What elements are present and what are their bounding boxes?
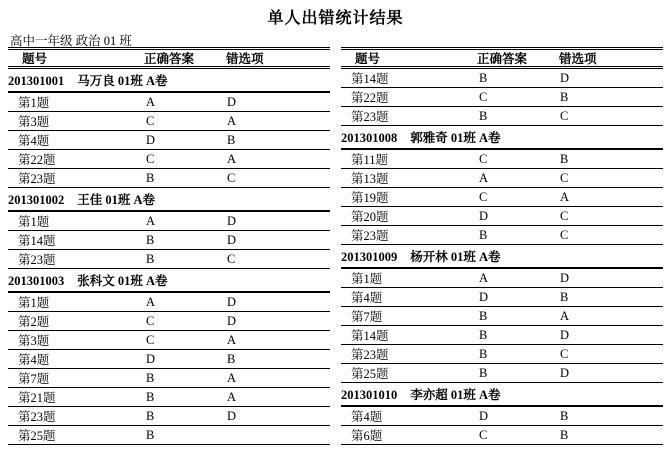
error-row	[8, 131, 330, 150]
error-row	[8, 112, 330, 131]
question-cell: 第4题	[351, 291, 383, 305]
error-row	[341, 326, 663, 345]
error-row	[341, 169, 663, 188]
question-cell: 第23题	[18, 253, 56, 267]
error-row	[341, 69, 663, 88]
error-row	[8, 250, 330, 269]
wrong-choice-cell: C	[227, 170, 236, 185]
correct-answer-cell: B	[146, 170, 155, 185]
wrong-choice-cell: D	[227, 213, 237, 228]
question-cell: 第22题	[18, 153, 56, 167]
student-section-header	[341, 245, 663, 269]
correct-answer-cell: A	[146, 94, 156, 109]
wrong-choice-cell: C	[560, 227, 569, 242]
correct-answer-cell: D	[146, 132, 156, 147]
wrong-choice-cell: A	[227, 151, 237, 166]
question-cell: 第13题	[351, 172, 389, 186]
question-cell: 第25题	[351, 367, 389, 381]
wrong-choice-cell: B	[560, 408, 569, 423]
correct-answer-cell: C	[146, 313, 155, 328]
question-cell: 第1题	[18, 96, 50, 110]
student-id: 201301002	[8, 193, 65, 207]
header-correct-answer: 正确答案	[144, 52, 195, 66]
correct-answer-cell: A	[146, 294, 156, 309]
wrong-choice-cell: C	[560, 346, 569, 361]
question-cell: 第14题	[351, 72, 389, 86]
error-row	[341, 88, 663, 107]
wrong-choice-cell: A	[227, 370, 237, 385]
student-id: 201301001	[8, 74, 65, 88]
report-column-right	[341, 47, 663, 445]
question-cell: 第4题	[18, 353, 50, 367]
wrong-choice-cell: B	[560, 289, 569, 304]
table-header-row	[8, 47, 330, 69]
wrong-choice-cell: D	[560, 270, 570, 285]
error-row	[341, 226, 663, 245]
question-cell: 第1题	[18, 296, 50, 310]
question-cell: 第20题	[351, 210, 389, 224]
wrong-choice-cell: B	[227, 132, 236, 147]
question-cell: 第4题	[18, 134, 50, 148]
wrong-choice-cell: D	[227, 294, 237, 309]
correct-answer-cell: C	[479, 151, 488, 166]
student-section-header	[8, 188, 330, 212]
correct-answer-cell: C	[146, 113, 155, 128]
question-cell: 第23题	[18, 172, 56, 186]
question-cell: 第21题	[18, 391, 56, 405]
error-row	[341, 150, 663, 169]
header-wrong-choice: 错选项	[226, 52, 264, 66]
correct-answer-cell: B	[146, 408, 155, 423]
correct-answer-cell: C	[479, 189, 488, 204]
wrong-choice-cell: C	[560, 208, 569, 223]
question-cell: 第14题	[351, 329, 389, 343]
wrong-choice-cell: C	[560, 170, 569, 185]
question-cell: 第4题	[351, 410, 383, 424]
error-row	[8, 426, 330, 445]
wrong-choice-cell: D	[560, 365, 570, 380]
wrong-choice-cell: C	[560, 108, 569, 123]
error-row	[8, 150, 330, 169]
question-cell: 第7题	[18, 372, 50, 386]
wrong-choice-cell: C	[227, 251, 236, 266]
correct-answer-cell: B	[146, 251, 155, 266]
student-name: 马万良 01班 A卷	[77, 74, 168, 88]
question-cell: 第23题	[351, 348, 389, 362]
student-name: 杨开林 01班 A卷	[410, 250, 501, 264]
error-row	[341, 407, 663, 426]
correct-answer-cell: C	[479, 427, 488, 442]
correct-answer-cell: B	[479, 365, 488, 380]
table-header-row	[341, 47, 663, 69]
correct-answer-cell: A	[146, 213, 156, 228]
report-column-left	[8, 47, 330, 445]
correct-answer-cell: B	[479, 70, 488, 85]
error-row	[341, 307, 663, 326]
student-name: 李亦超 01班 A卷	[410, 388, 501, 402]
wrong-choice-cell: A	[227, 389, 237, 404]
correct-answer-cell: C	[146, 151, 155, 166]
question-cell: 第3题	[18, 334, 50, 348]
correct-answer-cell: B	[479, 227, 488, 242]
question-cell: 第1题	[18, 215, 50, 229]
correct-answer-cell: B	[146, 389, 155, 404]
error-row	[341, 207, 663, 226]
question-cell: 第23题	[18, 410, 56, 424]
wrong-choice-cell: B	[560, 151, 569, 166]
error-row	[8, 212, 330, 231]
question-cell: 第25题	[18, 429, 56, 443]
wrong-choice-cell: A	[560, 189, 570, 204]
student-name: 王佳 01班 A卷	[77, 193, 156, 207]
error-row	[8, 350, 330, 369]
wrong-choice-cell: A	[227, 332, 237, 347]
error-row	[8, 407, 330, 426]
wrong-choice-cell: D	[560, 70, 570, 85]
wrong-choice-cell: A	[560, 308, 570, 323]
correct-answer-cell: C	[479, 89, 488, 104]
class-info: 高中一年级 政治 01 班	[10, 34, 132, 48]
wrong-choice-cell: D	[227, 94, 237, 109]
error-row	[8, 312, 330, 331]
student-id: 201301003	[8, 274, 65, 288]
page-title: 单人出错统计结果	[267, 10, 404, 27]
correct-answer-cell: B	[479, 327, 488, 342]
header-wrong-choice: 错选项	[559, 52, 597, 66]
header-question-number: 题号	[355, 52, 381, 66]
question-cell: 第19题	[351, 191, 389, 205]
student-section-header	[341, 383, 663, 407]
header-correct-answer: 正确答案	[477, 52, 528, 66]
student-name: 张科文 01班 A卷	[77, 274, 168, 288]
question-cell: 第14题	[18, 234, 56, 248]
wrong-choice-cell: D	[560, 327, 570, 342]
question-cell: 第23题	[351, 110, 389, 124]
student-name: 郭雅奇 01班 A卷	[410, 131, 501, 145]
student-id: 201301009	[341, 250, 398, 264]
error-row	[8, 388, 330, 407]
error-row	[341, 426, 663, 445]
student-section-header	[8, 269, 330, 293]
correct-answer-cell: A	[479, 270, 489, 285]
question-cell: 第11题	[351, 153, 389, 167]
student-id: 201301008	[341, 131, 398, 145]
wrong-choice-cell: B	[227, 351, 236, 366]
correct-answer-cell: B	[479, 346, 488, 361]
question-cell: 第23题	[351, 229, 389, 243]
error-row	[341, 288, 663, 307]
header-question-number: 题号	[22, 52, 48, 66]
correct-answer-cell: B	[146, 232, 155, 247]
correct-answer-cell: D	[146, 351, 156, 366]
wrong-choice-cell: A	[227, 113, 237, 128]
error-row	[341, 364, 663, 383]
error-row	[8, 93, 330, 112]
wrong-choice-cell: D	[227, 232, 237, 247]
error-row	[8, 369, 330, 388]
correct-answer-cell: B	[479, 108, 488, 123]
wrong-choice-cell: D	[227, 313, 237, 328]
question-cell: 第6题	[351, 429, 383, 443]
error-row	[341, 188, 663, 207]
correct-answer-cell: A	[479, 170, 489, 185]
error-row	[341, 345, 663, 364]
correct-answer-cell: B	[479, 308, 488, 323]
error-row	[341, 269, 663, 288]
student-id: 201301010	[341, 388, 398, 402]
error-row	[341, 107, 663, 126]
wrong-choice-cell: B	[560, 89, 569, 104]
student-section-header	[341, 126, 663, 150]
question-cell: 第3题	[18, 115, 50, 129]
question-cell: 第7题	[351, 310, 383, 324]
error-row	[8, 231, 330, 250]
question-cell: 第1题	[351, 272, 383, 286]
question-cell: 第22题	[351, 91, 389, 105]
error-row	[8, 293, 330, 312]
correct-answer-cell: C	[146, 332, 155, 347]
error-row	[8, 169, 330, 188]
report-columns	[8, 47, 663, 445]
wrong-choice-cell: D	[227, 408, 237, 423]
correct-answer-cell: D	[479, 208, 489, 223]
correct-answer-cell: D	[479, 289, 489, 304]
error-row	[8, 331, 330, 350]
question-cell: 第2题	[18, 315, 50, 329]
student-section-header	[8, 69, 330, 93]
wrong-choice-cell: B	[560, 427, 569, 442]
correct-answer-cell: B	[146, 427, 155, 442]
correct-answer-cell: B	[146, 370, 155, 385]
correct-answer-cell: D	[479, 408, 489, 423]
